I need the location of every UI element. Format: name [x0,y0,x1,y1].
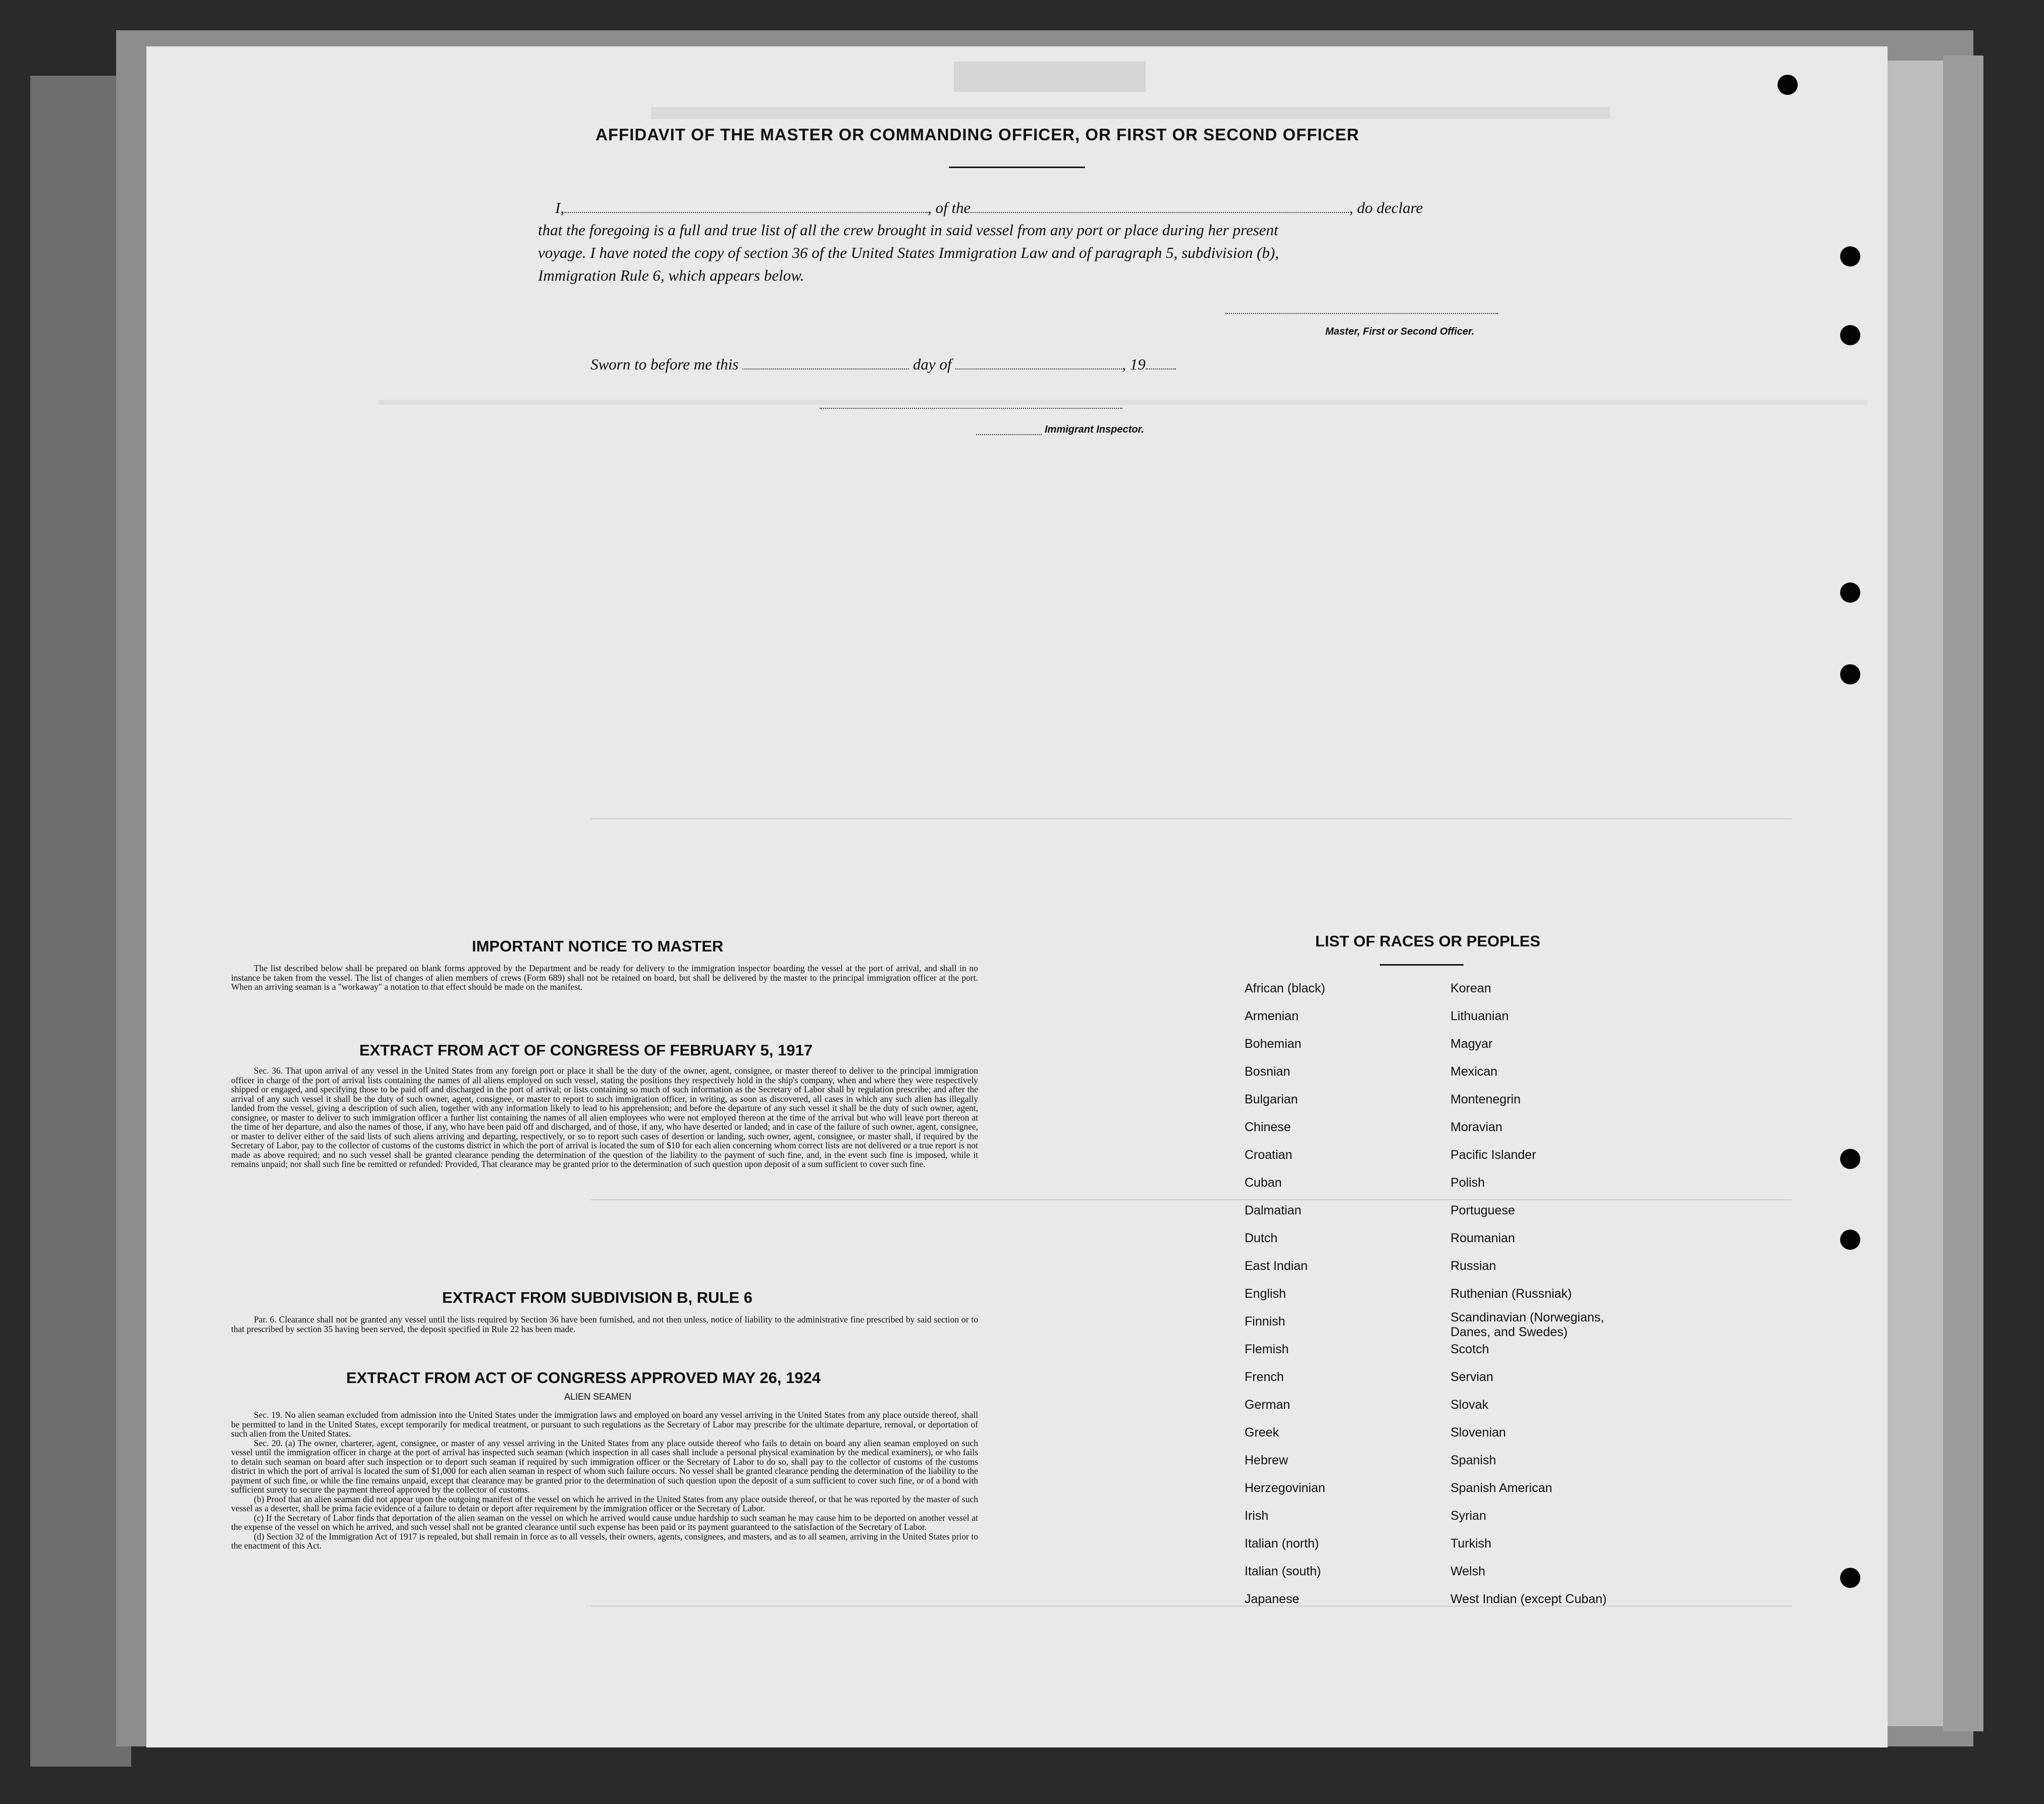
race-item: Montenegrin [1450,1092,1521,1106]
races-title: LIST OF RACES OR PEOPLES [1315,932,1541,950]
of-the-label: , of the [928,199,971,217]
race-item: Korean [1450,981,1491,995]
race-item: Ruthenian (Russniak) [1450,1287,1572,1301]
race-item: Slovenian [1450,1425,1506,1440]
race-item: Scandinavian (Norwegians, [1450,1310,1604,1324]
extract-rule6-text [231,1315,978,1334]
sworn-line [590,355,1176,374]
sec-20a-paragraph: Sec. 20. (a) The owner, charterer, agent, consignee, or master of any vessel arriving in the United States from any place outside thereof who fails to detain on board any alien seaman employed on such vessel until the immigration officer in charge at the port of arrival has inspected such seaman (which inspection in all cases shall include a personal physical examination by the medical examiners), or who fails to detain such seaman on board after such inspection or to deport such seaman if required by such immigration officer or the Secretary of Labor to do so, shall pay to the collector of customs of the customs district in which the port of arrival is located the sum of $1,000 for each alien seaman in respect of whom such failure occurs. No vessel shall be granted clearance pending the determination of the liability to the payment of such fine, or while the fine remains unpaid, except that clearance may be granted prior to the determination of such question upon the deposit of a sum sufficient to cover such fine, or of a bond with sufficient surety to secure the payment thereof approved by the collector of customs. [231,1438,978,1495]
race-item: West Indian (except Cuban) [1450,1592,1607,1606]
sec-19-paragraph: Sec. 19. No alien seaman excluded from admission into the United States under the immigration laws and employed on board any vessel arriving in the United States from any place outside thereof, shall be permitted to land in the United States, except temporarily for medical treatment, or pursuant to such regulations as the Secretary of Labor may prescribe for the ultimate departure, removal, or deportation of such alien from the United States. [231,1410,978,1439]
race-item: German [1245,1398,1290,1412]
race-item: Cuban [1245,1176,1282,1190]
sworn-label: Sworn to before me this [590,355,739,373]
race-item: Croatian [1245,1148,1293,1162]
affidavit-title: AFFIDAVIT OF THE MASTER OR COMMANDING OFFICER, OR FIRST OR SECOND OFFICER [596,125,1360,144]
race-item: Turkish [1450,1536,1492,1551]
inspector-short-blank[interactable] [976,434,1042,435]
race-item: Flemish [1245,1342,1289,1356]
race-item: Armenian [1245,1009,1299,1023]
notice-paragraph: The list described below shall be prepared on blank forms approved by the Department and be ready for delivery to the immigration inspector boarding the vessel at the port of arrival, and shall in no instance be taken from the vessel. The list of changes of alien members of crews (Form 689) shall not be retained on board, but shall be delivered by the master to the principal immigration officer at the port. When an arriving seaman is a "workaway" a notation to that effect should be made on the manifest. [231,963,978,992]
par-6-paragraph: Par. 6. Clearance shall not be granted any vessel until the lists required by Section 36 have been furnished, and not then unless, notice of liability to the administrative fine prescribed by said section or to that prescribed by section 35 having been served, the deposit specified in Rule 22 has been made. [231,1314,978,1334]
name-blank[interactable] [564,212,928,213]
month-blank[interactable] [955,368,1122,369]
day-of-label: day of [912,355,952,373]
i-label: I, [555,199,565,217]
race-item: Roumanian [1450,1231,1515,1245]
extract-rule6-title: EXTRACT FROM SUBDIVISION B, RULE 6 [442,1289,752,1306]
race-item: Dalmatian [1245,1203,1302,1217]
race-item: French [1245,1370,1284,1384]
race-item: Magyar [1450,1037,1493,1051]
race-item: Lithuanian [1450,1009,1509,1023]
race-item: Mexican [1450,1065,1498,1079]
notice-title: IMPORTANT NOTICE TO MASTER [472,937,724,955]
race-item: East Indian [1245,1259,1308,1273]
race-item: Polish [1450,1176,1485,1190]
day-blank[interactable] [742,368,909,369]
year-blank[interactable] [1146,368,1176,369]
race-item: Russian [1450,1259,1496,1273]
inspector-caption: Immigrant Inspector. [1045,424,1144,435]
race-item: Slovak [1450,1398,1489,1412]
race-item: Spanish [1450,1453,1496,1467]
race-item: Danes, and Swedes) [1450,1325,1568,1339]
affidavit-body-line3: Immigration Rule 6, which appears below. [538,267,804,284]
extract-1917-title: EXTRACT FROM ACT OF CONGRESS OF FEBRUARY 5, 1917 [359,1041,813,1059]
sec-20d-paragraph: (d) Section 32 of the Immigration Act of 1917 is repealed, but shall remain in force as to all vessels, their owners, agents, consignees, and masters, and as to all seamen, arriving in the United States prior to the enactment of this Act. [231,1531,978,1551]
page-edge-strip-outer [1943,56,1983,1731]
signature-caption: Master, First or Second Officer. [1325,326,1475,337]
race-item: Servian [1450,1370,1493,1384]
race-item: Italian (north) [1245,1536,1319,1551]
page-edge-strip [1888,61,1943,1726]
race-item: Irish [1245,1509,1269,1523]
race-item: Bohemian [1245,1037,1302,1051]
declaration-line [555,199,1423,217]
title-underline [949,167,1085,168]
signature-blank[interactable] [1225,313,1498,314]
race-item: Scotch [1450,1342,1489,1356]
race-item: Pacific Islander [1450,1148,1536,1162]
race-item: Syrian [1450,1509,1486,1523]
vessel-blank[interactable] [971,212,1349,213]
race-item: English [1245,1287,1286,1301]
race-item: Hebrew [1245,1453,1288,1467]
extract-1917-text [231,1066,978,1169]
race-item: Greek [1245,1425,1279,1440]
extract-1924-title: EXTRACT FROM ACT OF CONGRESS APPROVED MAY 26, 1924 [346,1369,821,1387]
race-item: Welsh [1450,1564,1486,1578]
race-item: Herzegovinian [1245,1481,1325,1495]
notice-text [231,964,978,992]
race-item: Chinese [1245,1120,1291,1134]
race-item: Dutch [1245,1231,1278,1245]
race-item: Finnish [1245,1314,1285,1329]
race-item: Portuguese [1450,1203,1515,1217]
sec-20c-paragraph: (c) If the Secretary of Labor finds that deportation of the alien seaman on the vessel on which he arrived would cause undue hardship to such seaman he may cause him to be deported on another vessel at the expense of the vessel on which he arrived, and such vessel shall not be granted clearance until such expense has been paid or its payment guaranteed to the satisfaction of the Secretary of Labor. [231,1512,978,1532]
year-label: , 19 [1122,355,1146,373]
do-declare-label: , do declare [1349,199,1423,217]
race-item: Bulgarian [1245,1092,1298,1106]
extract-1924-text [231,1410,978,1551]
race-item: Bosnian [1245,1065,1290,1079]
alien-seamen-subtitle: ALIEN SEAMEN [564,1392,632,1402]
inspector-signature-blank[interactable] [820,408,1122,409]
race-item: Moravian [1450,1120,1502,1134]
affidavit-body-line1: that the foregoing is a full and true list of all the crew brought in said vessel from any port or place during her present [538,221,1278,239]
race-item: Japanese [1245,1592,1300,1606]
race-item: Spanish American [1450,1481,1552,1495]
sec-36-paragraph: Sec. 36. That upon arrival of any vessel in the United States from any foreign port or place it shall be the duty of the owner, agent, consignee, or master thereof to deliver to the principal immigration officer in charge of the port of arrival lists containing the names of all aliens employed on such vessel, stating the positions they respectively hold in the ship's company, when and where they were respectively shipped or engaged, and specifying those to be paid off and discharged in the port of arrival; or lists containing so much of such information as the Secretary of Labor shall by regulation prescribe; and after the arrival of any such vessel it shall be the duty of such owner, agent, consignee, or master to report to such immigration officer, in writing, as soon as discovered, all cases in which any such alien has illegally landed from the vessel, giving a description of such alien, together with any information likely to lead to his apprehension; and before the departure of any such vessel it shall be the duty of such owner, agent, consignee, or master to deliver to such immigration officer a further list containing the names of all alien employees who were not employed thereon at the time of the arrival but who will leave port thereon at the time of her departure, and also the names of those, if any, who have been paid off and discharged, and of those, if any, who have deserted or landed; and in case of the failure of such owner, agent, consignee, or master to deliver either of the said lists of such aliens arriving and departing, respectively, or so to report such cases of desertion or landing, such owner, agent, consignee, or master shall, if required by the Secretary of Labor, pay to the collector of customs of the customs district in which the port of arrival is located the sum of $10 for each alien concerning whom correct lists are not delivered or a true report is not made as above required; and no such vessel shall be granted clearance pending the determination of the question of the liability to the payment of such fine, and, in the event such fine is imposed, while it remains unpaid; nor shall such fine be remitted or refunded: Provided, That clearance may be granted prior to the determination of such question upon deposit of a sum sufficient to cover such fine. [231,1066,978,1169]
race-item: Italian (south) [1245,1564,1321,1578]
race-item: African (black) [1245,981,1325,995]
affidavit-body-line2: voyage. I have noted the copy of section 36 of the United States Immigration Law and of paragraph 5, subdivision (b), [538,244,1279,261]
races-title-underline [1380,964,1464,966]
sec-20b-paragraph: (b) Proof that an alien seaman did not appear upon the outgoing manifest of the vessel on which he arrived in the United States from any place outside thereof, or that he was reported by the master of such vessel as a deserter, shall be prima facie evidence of a failure to detain or deport after requirement by the immigration officer or the Secretary of Labor. [231,1494,978,1513]
